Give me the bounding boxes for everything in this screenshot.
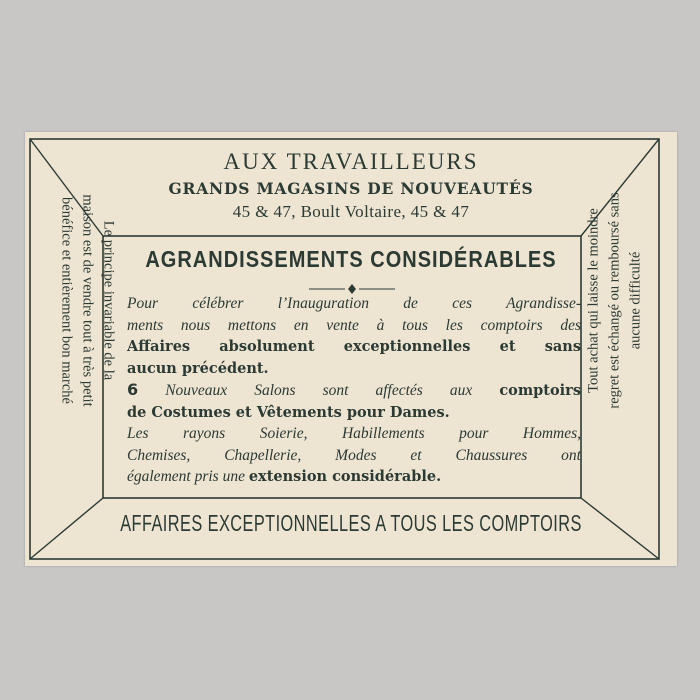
body-line: Les rayons Soierie, Habillements pour Hommes, bbox=[127, 425, 581, 442]
footer-banner: AFFAIRES EXCEPTIONNELLES A TOUS LES COMPTOIRS bbox=[120, 511, 582, 537]
body-line: 6 Nouveaux Salons sont affectés aux comptoirs bbox=[127, 380, 581, 399]
side-line: Tout achat qui laisse le moindre bbox=[585, 208, 602, 393]
body-line: de Costumes et Vêtements pour Dames. bbox=[127, 403, 450, 421]
side-line: aucune difficulté bbox=[627, 251, 644, 350]
body-line: ments nous mettons en vente à tous les comptoirs des bbox=[127, 316, 581, 334]
left-side-text bbox=[56, 156, 119, 446]
body-line: Chemises, Chapellerie, Modes et Chaussures ont bbox=[127, 446, 581, 464]
side-line: regret est échangé ou remboursé sans bbox=[606, 192, 623, 409]
right-side-text bbox=[584, 156, 647, 446]
main-heading: AGRANDISSEMENTS CONSIDÉRABLES bbox=[145, 247, 557, 273]
trade-card bbox=[25, 132, 677, 566]
store-subtitle: GRANDS MAGASINS DE NOUVEAUTÉS bbox=[168, 179, 534, 198]
side-line: Le principe invariable de la bbox=[100, 220, 117, 381]
body-line: aucun précédent. bbox=[127, 359, 269, 377]
body-line: Affaires absolument exceptionnelles et sans bbox=[127, 338, 581, 355]
store-address: 45 & 47, Boult Voltaire, 45 & 47 bbox=[232, 202, 470, 221]
side-line: maison est de vendre tout à très petit bbox=[79, 194, 96, 407]
side-line: bénéfice et entièrement bon marché bbox=[58, 197, 75, 404]
salon-count: 6 bbox=[127, 380, 139, 399]
body-line: également pris une extension considérable. bbox=[127, 468, 442, 485]
body-line: Pour célébrer l’Inauguration de ces Agrandisse- bbox=[127, 295, 581, 312]
store-name: AUX TRAVAILLEURS bbox=[223, 149, 479, 174]
announcement-text bbox=[127, 293, 581, 488]
